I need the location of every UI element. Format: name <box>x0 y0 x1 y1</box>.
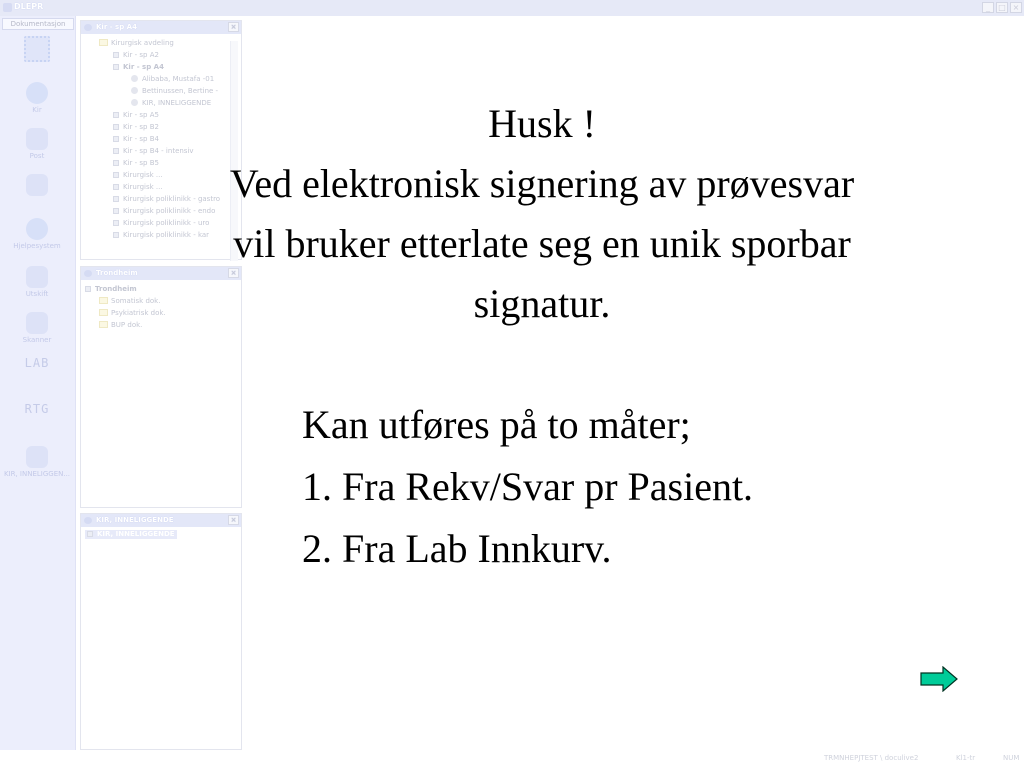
tree-item[interactable]: Kirurgisk poliklinikk - uro <box>113 219 209 228</box>
lab-icon: LAB <box>24 356 50 370</box>
reminder-heading: Husk ! <box>488 101 596 146</box>
panel-icon <box>84 517 92 524</box>
node-icon <box>113 64 119 70</box>
reminder-text-block <box>60 94 1024 334</box>
close-button[interactable]: × <box>1010 2 1022 13</box>
nav-label: KIR, INNELIGGEN... <box>3 470 71 478</box>
tree-item[interactable]: Kir - sp B4 <box>113 135 159 144</box>
status-num: NUM <box>1003 754 1020 762</box>
nav-label: Post <box>29 152 45 160</box>
panel-icon <box>84 24 92 31</box>
tree-item[interactable]: BUP dok. <box>99 321 142 330</box>
tree-item[interactable]: Trondheim <box>85 285 137 294</box>
help-icon <box>26 218 48 240</box>
panel-title: KIR, INNELIGGENDE <box>96 516 174 524</box>
status-bar <box>0 750 1024 768</box>
nav-label: Skanner <box>22 336 52 344</box>
maximize-button[interactable]: □ <box>996 2 1008 13</box>
minimize-button[interactable]: _ <box>982 2 994 13</box>
tree-item[interactable]: Kirurgisk poliklinikk - gastro <box>113 195 220 204</box>
panel-title: Trondheim <box>96 269 138 277</box>
method-item: 1. Fra Rekv/Svar pr Pasient. <box>302 464 754 509</box>
tree-item[interactable]: Kirurgisk ... <box>113 183 163 192</box>
methods-intro: Kan utføres på to måter; <box>302 402 691 447</box>
reminder-line: Ved elektronisk signering av prøvesvar <box>229 161 855 206</box>
panel-close-button[interactable]: × <box>228 22 239 32</box>
nav-label: Kir <box>32 106 42 114</box>
panel-title: Kir - sp A4 <box>96 23 137 31</box>
nav-logo[interactable] <box>0 36 74 62</box>
nav-item-kir-inneliggende[interactable] <box>0 446 74 478</box>
app-title: DLEPR <box>14 2 44 11</box>
panel-close-button[interactable]: × <box>228 268 239 278</box>
reminder-line: signatur. <box>473 281 611 326</box>
tree-item[interactable]: Kir - sp A2 <box>113 51 159 60</box>
tree-item[interactable]: Kirurgisk avdeling <box>99 39 174 48</box>
tree-item[interactable]: Kir - sp A5 <box>113 111 159 120</box>
tree-item[interactable]: Kir - sp A4 <box>113 63 164 72</box>
nav-item-lab[interactable] <box>0 356 74 370</box>
methods-text-block <box>302 394 753 580</box>
post-icon <box>26 128 48 150</box>
title-bar <box>0 0 1024 16</box>
status-user: TRMNHEPJTEST \ doculive2 <box>824 754 919 762</box>
reminder-line: vil bruker etterlate seg en unik sporbar <box>233 221 851 266</box>
folder-icon <box>99 39 108 46</box>
scanner-icon <box>26 312 48 334</box>
tab-dokumentasjon[interactable]: Dokumentasjon <box>2 18 74 30</box>
panel-header <box>81 514 241 527</box>
tree-item[interactable]: Somatisk dok. <box>99 297 160 306</box>
node-icon <box>87 531 93 537</box>
user-icon <box>26 82 48 104</box>
app-icon <box>3 3 12 12</box>
person-icon <box>131 87 138 94</box>
tree-item-patient[interactable]: Bettinussen, Bertine - <box>131 87 218 96</box>
tree-item[interactable]: Kirurgisk ... <box>113 171 163 180</box>
next-slide-arrow-icon[interactable] <box>920 666 958 692</box>
logo-icon <box>24 36 50 62</box>
panel-header <box>81 21 241 34</box>
people-icon <box>26 266 48 288</box>
panel-close-button[interactable]: × <box>228 515 239 525</box>
folder-icon <box>26 446 48 468</box>
person-icon <box>131 75 138 82</box>
tree-item-patient[interactable]: Alibaba, Mustafa -01 <box>131 75 214 84</box>
nav-label: Hjelpesystem <box>13 242 61 250</box>
tree-item-patient[interactable]: KIR, INNELIGGENDE <box>131 99 211 108</box>
method-item: 2. Fra Lab Innkurv. <box>302 526 612 571</box>
tree-item[interactable]: Kir - sp B4 - intensiv <box>113 147 194 156</box>
node-icon <box>113 52 119 58</box>
box-icon <box>26 174 48 196</box>
tree-item[interactable]: Kir - sp B5 <box>113 159 159 168</box>
nav-label: Utskift <box>25 290 49 298</box>
tree-item[interactable]: Kir - sp B2 <box>113 123 159 132</box>
tree-item[interactable]: Kirurgisk poliklinikk - endo <box>113 207 215 216</box>
tree-item[interactable]: Psykiatrisk dok. <box>99 309 166 318</box>
tree-item-selected[interactable]: KIR, INNELIGGENDE <box>85 530 177 539</box>
tree-item[interactable]: Kirurgisk poliklinikk - kar <box>113 231 209 240</box>
status-terminal: Kl1-tr <box>956 754 976 762</box>
patient-panel <box>80 513 242 750</box>
nav-item-rtg[interactable] <box>0 402 74 416</box>
rtg-icon: RTG <box>24 402 50 416</box>
